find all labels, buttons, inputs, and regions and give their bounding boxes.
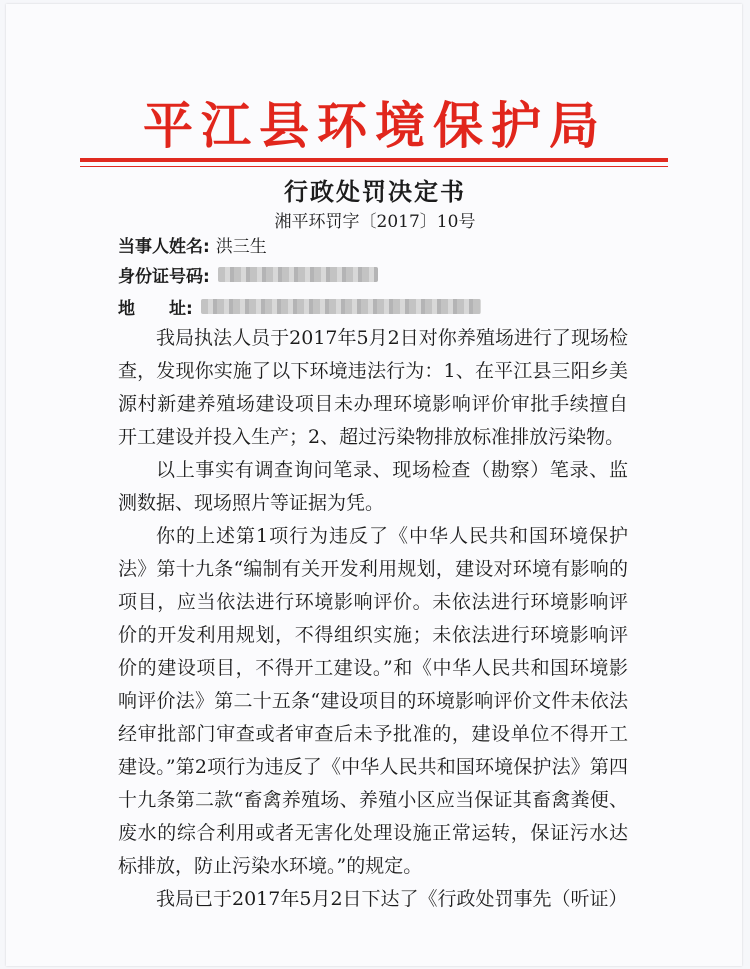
id-number-redacted bbox=[218, 267, 378, 282]
letterhead-rule-thick bbox=[80, 158, 668, 162]
body-paragraph: 你的上述第1项行为违反了《中华人民共和国环境保护法》第十九条“编制有关开发利用规划，建设对环境有影响的项目，应当依法进行环境影响评价。未依法进行环境影响评价的开发利用规划，不得组织实施；未依法进行环境影响评价的建设项目，不得开工建设。”和《中华人民共和国环境影响评价法》第二十五条“建设项目的环境影响评价文件未依法经审批部门审查或者审查后未予批准的，建设单位不得开工建设。”第2项行为违反了《中华人民共和国环境保护法》第四十九条第二款“畜禽养殖场、养殖小区应当保证其畜禽粪便、废水的综合利用或者无害化处理设施正常运转，保证污水达标排放，防止污染水环境。”的规定。 bbox=[118, 525, 628, 877]
decision-body bbox=[118, 322, 628, 916]
party-name-value: 洪三生 bbox=[215, 236, 267, 257]
address-label: 地 址: bbox=[118, 298, 193, 319]
letterhead-rule-thin bbox=[80, 166, 668, 167]
agency-letterhead: 平江县环境保护局 bbox=[143, 97, 607, 155]
id-number-row bbox=[118, 260, 378, 288]
body-paragraph: 以上事实有调查询问笔录、现场检查（勘察）笔录、监测数据、现场照片等证据为凭。 bbox=[118, 459, 628, 514]
party-name-label: 当事人姓名: bbox=[118, 236, 210, 257]
document-title: 行政处罚决定书 bbox=[284, 177, 466, 206]
party-name-row bbox=[118, 230, 267, 258]
address-redacted bbox=[201, 299, 481, 314]
id-number-label: 身份证号码: bbox=[118, 266, 210, 287]
body-paragraph: 我局已于2017年5月2日下达了《行政处罚事先（听证） bbox=[156, 888, 628, 910]
body-paragraph: 我局执法人员于2017年5月2日对你养殖场进行了现场检查，发现你实施了以下环境违法行为：1、在平江县三阳乡美源村新建养殖场建设项目未办理环境影响评价审批手续擅自开工建设并投入生产；2、超过污染物排放标准排放污染物。 bbox=[118, 327, 628, 448]
document-number: 湘平环罚字〔2017〕10号 bbox=[274, 212, 476, 232]
address-row bbox=[118, 292, 481, 320]
